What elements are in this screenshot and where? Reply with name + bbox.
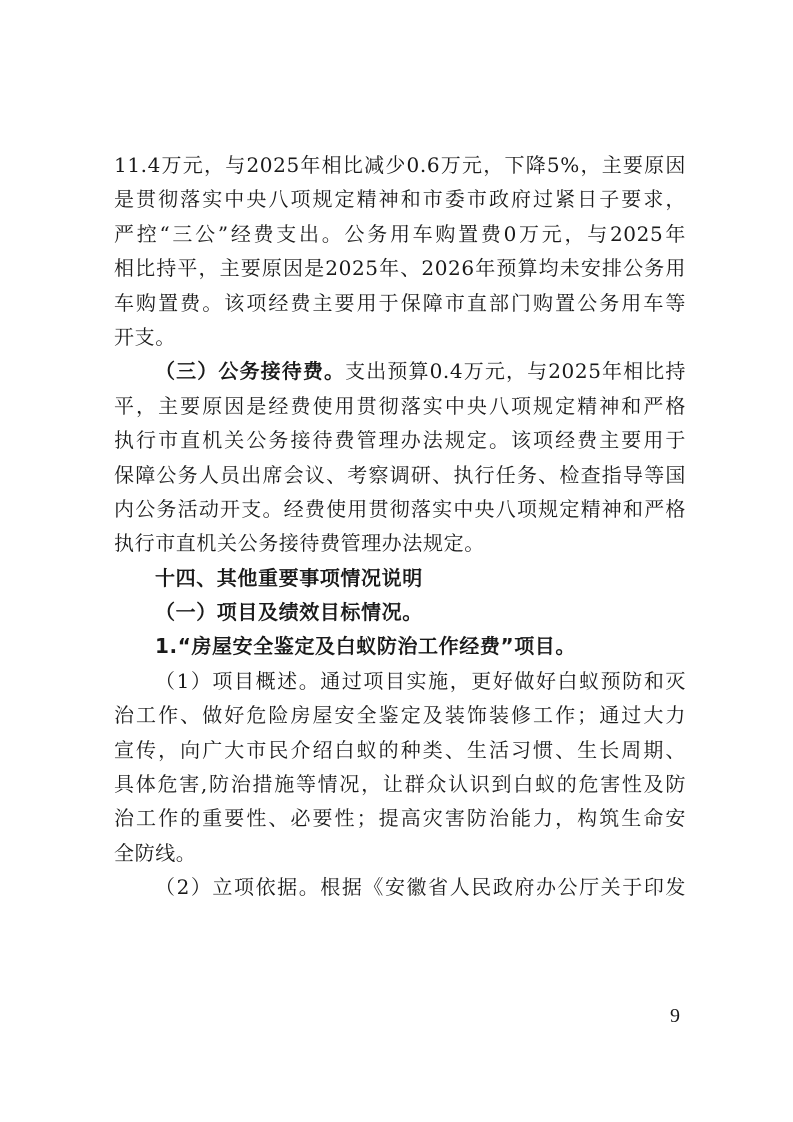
- text-line: 相比持平，主要原因是2025年、2026年预算均未安排公务用: [114, 256, 686, 281]
- section-title-other-matters: 十四、其他重要事项情况说明: [155, 565, 423, 590]
- text-run: 支出预算0.4万元，与2025年相比持: [345, 359, 687, 384]
- project-title-termite: 1.“房屋安全鉴定及白蚁防治工作经费”项目。: [155, 634, 577, 659]
- paragraph-project-overview: [114, 664, 686, 870]
- text-line: 宣传，向广大市民介绍白蚁的种类、生活习惯、生长周期、: [114, 737, 686, 762]
- text-line: （2）立项依据。根据《安徽省人民政府办公厅关于印发: [155, 875, 686, 900]
- text-line: （1）项目概述。通过项目实施，更好做好白蚁预防和灭: [155, 668, 686, 693]
- section-heading-reception: （三）公务接待费。: [155, 359, 346, 384]
- text-line: 开支。: [114, 324, 176, 349]
- text-line: 治工作的重要性、必要性；提高灾害防治能力，构筑生命安: [114, 806, 686, 831]
- text-line: 执行市直机关公务接待费管理办法规定。: [114, 531, 485, 556]
- text-line: 是贯彻落实中央八项规定精神和市委市政府过紧日子要求，: [114, 187, 686, 212]
- text-line: 具体危害,防治措施等情况，让群众认识到白蚁的危害性及防: [114, 772, 686, 797]
- page-number: 9: [670, 1005, 680, 1027]
- document-body: [114, 148, 686, 905]
- text-line: 平，主要原因是经费使用贯彻落实中央八项规定精神和严格: [114, 393, 686, 418]
- paragraph-vehicle-costs: [114, 148, 686, 354]
- text-line: 保障公务人员出席会议、考察调研、执行任务、检查指导等国: [114, 462, 686, 487]
- paragraph-project-basis: [114, 870, 686, 904]
- text-line: [114, 354, 686, 388]
- section-title-project-goals: （一）项目及绩效目标情况。: [155, 600, 423, 625]
- text-line: 执行市直机关公务接待费管理办法规定。该项经费主要用于: [114, 428, 686, 453]
- text-line: 车购置费。该项经费主要用于保障市直部门购置公务用车等: [114, 290, 686, 315]
- text-line: 严控“三公”经费支出。公务用车购置费0万元，与2025年: [114, 221, 686, 246]
- text-line: 全防线。: [114, 840, 197, 865]
- text-line: 11.4万元，与2025年相比减少0.6万元，下降5%，主要原因: [114, 153, 686, 177]
- text-line: 治工作、做好危险房屋安全鉴定及装饰装修工作；通过大力: [114, 703, 686, 728]
- text-line: 内公务活动开支。经费使用贯彻落实中央八项规定精神和严格: [114, 496, 686, 521]
- paragraph-reception-costs: [114, 354, 686, 560]
